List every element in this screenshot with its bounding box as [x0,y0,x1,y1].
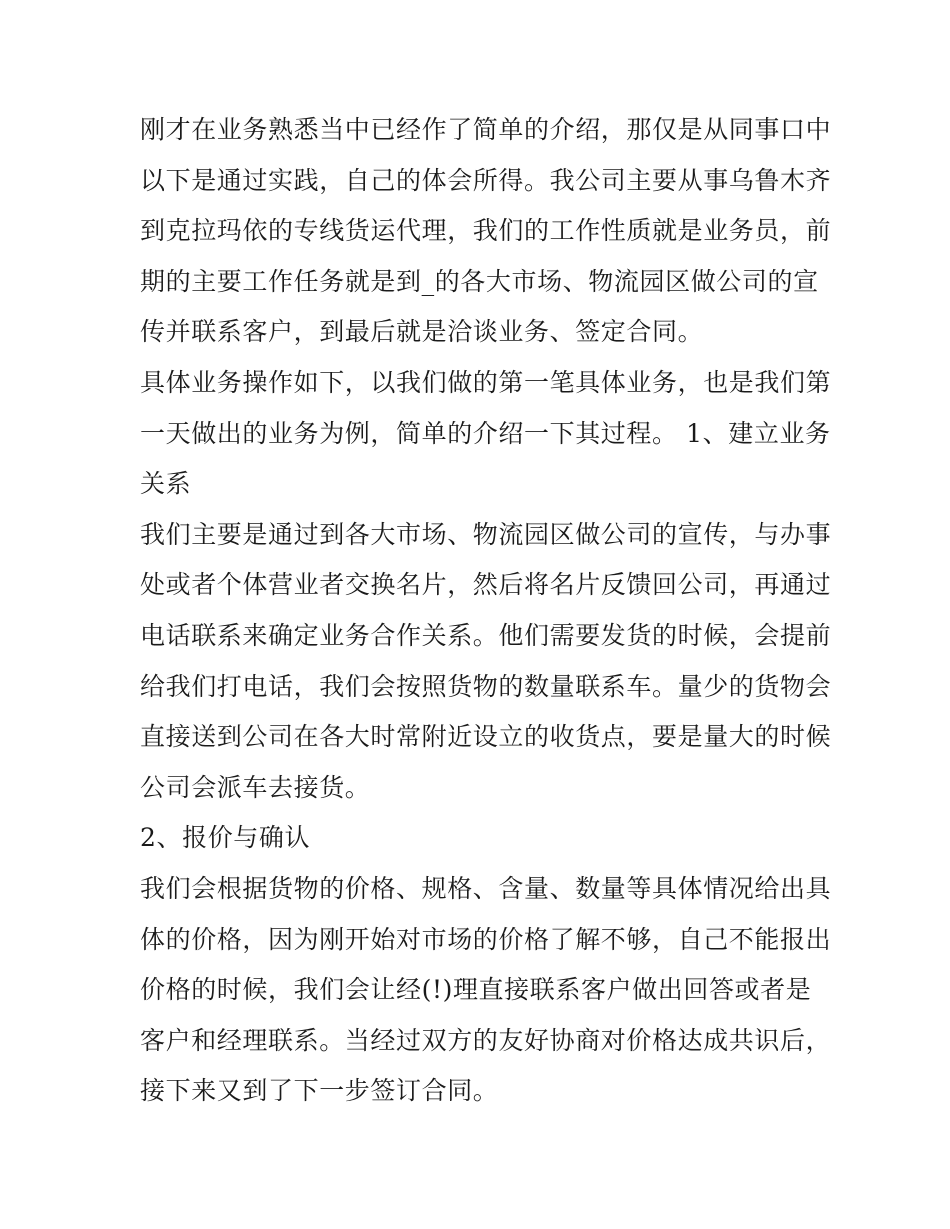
text-line: 关系 [140,469,192,499]
text-line: 价格的时候，我们会让经(!)理直接联系客户做出回答或者是 [140,975,812,1005]
text-line: 公司会派车去接货。 [140,772,371,802]
text-line: 给我们打电话，我们会按照货物的数量联系车。量少的货物会 [140,671,832,701]
text-line: 刚才在业务熟悉当中已经作了简单的介绍，那仅是从同事口中 [140,115,832,144]
section-heading: 2、报价与确认 [140,823,311,853]
text-line: 具体业务操作如下，以我们做的第一笔具体业务，也是我们第 [140,367,832,397]
text-line: 客户和经理联系。当经过双方的友好协商对价格达成共识后， [140,1025,832,1055]
text-line: 直接送到公司在各大时常附近设立的收货点，要是量大的时候 [140,722,832,752]
text-line: 我们主要是通过到各大市场、物流园区做公司的宣传，与办事 [140,519,832,549]
text-line: 到克拉玛依的专线货运代理，我们的工作性质就是业务员，前 [140,216,832,246]
text-line: 接下来又到了下一步签订合同。 [140,1076,499,1106]
text-line: 处或者个体营业者交换名片，然后将名片反馈回公司，再通过 [140,570,832,600]
text-line: 电话联系来确定业务合作关系。他们需要发货的时候，会提前 [140,620,832,650]
text-line: 一天做出的业务为例，简单的介绍一下其过程。 1、建立业务 [140,418,831,448]
text-line: 传并联系客户，到最后就是洽谈业务、签定合同。 [140,317,704,347]
text-line: 以下是通过实践，自己的体会所得。我公司主要从事乌鲁木齐 [140,165,832,195]
document-body [140,105,832,1117]
text-line: 期的主要工作任务就是到_的各大市场、物流园区做公司的宣 [140,266,819,296]
text-line: 体的价格，因为刚开始对市场的价格了解不够，自己不能报出 [140,924,832,954]
text-line: 我们会根据货物的价格、规格、含量、数量等具体情况给出具 [140,873,832,903]
